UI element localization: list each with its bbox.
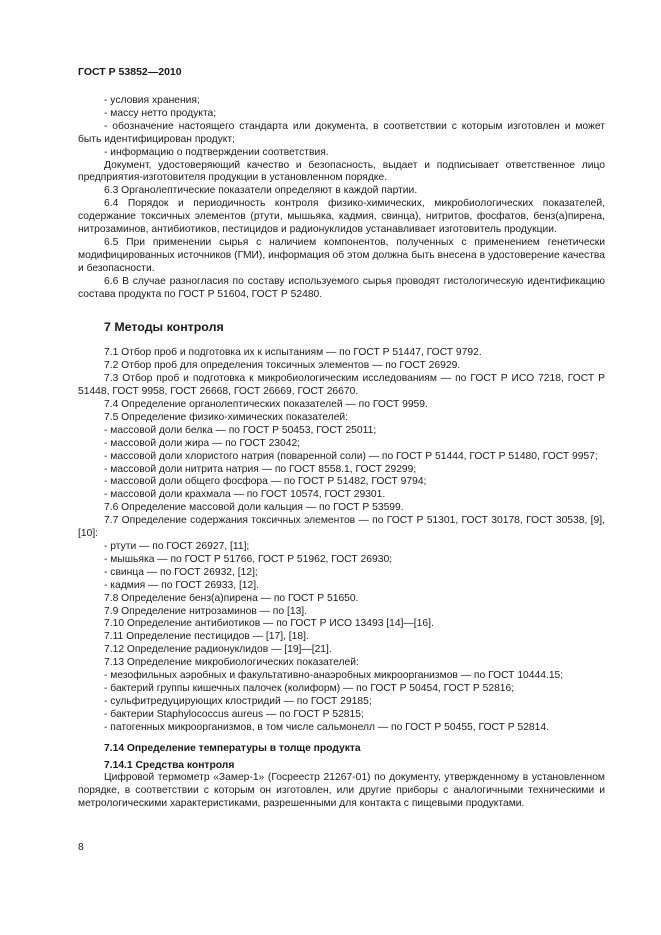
s7-line: - бактерий группы кишечных палочек (колиформ) — по ГОСТ Р 50454, ГОСТ Р 52816; [104,682,515,694]
s7-line: - массовой доли крахмала — по ГОСТ 10574, ГОСТ 29301. [104,489,386,501]
s7-line: - кадмия — по ГОСТ 26933, [12]. [104,579,259,591]
s7-line: 7.6 Определение массовой доли кальция — по ГОСТ Р 53599. [104,502,404,514]
page-content [78,95,605,811]
s7-line: 7.4 Определение органолептических показателей — по ГОСТ 9959. [104,399,428,411]
s7-line: 7.7 Определение содержания токсичных элементов — по ГОСТ Р 51301, ГОСТ 30178, ГОСТ 30538, [9], [10]: [78,515,605,540]
s7-line: - сульфитредуцирующих клостридий — по ГОСТ 29185; [104,695,372,707]
s6-line: 6.4 Порядок и периодичность контроля физико-химических, микробиологических показателей, содержание токсичных элементов (ртути, мышьяка, кадмия, свинца), нитритов, фосфатов, бенз(а)пирена, нитрозаминов, антибиотиков, пестицидов и радионуклидов устанавливает изготовитель продукции. [78,198,605,236]
s7-line: 7.11 Определение пестицидов — [17], [18]. [104,631,309,643]
page-number: 8 [78,842,84,853]
s7-line: 7.13 Определение микробиологических показателей: [104,657,359,669]
s7-line: - мышьяка — по ГОСТ Р 51766, ГОСТ Р 51962, ГОСТ 26930; [104,553,393,565]
subsection-title: 7.14 Определение температуры в толще продукта [104,742,361,754]
s7-line: - ртути — по ГОСТ 26927, [11]; [104,541,250,552]
s7-line: 7.8 Определение бенз(а)пирена — по ГОСТ Р 51650. [104,592,359,604]
s6-line: 6.3 Органолептические показатели определяют в каждой партии. [104,185,418,197]
s6-line: - обозначение настоящего стандарта или документа, в соответствии с которым изготовлен и может быть идентифицирован продукт; [78,120,605,145]
s7-line: 7.10 Определение антибиотиков — по ГОСТ Р ИСО 13493 [14]—[16]. [104,618,434,630]
s7-line: 7.1 Отбор проб и подготовка их к испытаниям — по ГОСТ Р 51447, ГОСТ 9792. [104,347,482,359]
s7-line: - массовой доли жира — по ГОСТ 23042; [104,437,301,449]
subsubsection-title: 7.14.1 Средства контроля [104,759,235,771]
s6-line: - массу нетто продукта; [104,107,217,119]
s7-line: - свинца — по ГОСТ 26932, [12]; [104,566,258,578]
s7-line: 7.5 Определение физико-химических показателей: [104,411,349,423]
s6-line: - условия хранения; [104,95,200,106]
s6-line: - информацию о подтверждении соответствия. [104,146,329,158]
s6-line: Документ, удостоверяющий качество и безопасность, выдает и подписывает ответственное лицо предприятия-изготовителя продукции в установленном порядке. [78,159,605,184]
paragraph: Цифровой термометр «Замер-1» (Госреестр 21267-01) по документу, утвержденному в установленном порядке, в соответствии с которым он изготовлен, или другие приборы с аналогичными техническими и метрологическими характеристиками, разрешенными для контакта с пищевыми продуктами. [78,772,605,810]
s7-line: - массовой доли нитрита натрия — по ГОСТ 8558.1, ГОСТ 29299; [104,463,417,475]
section-title: 7 Методы контроля [104,319,224,334]
s7-line: - мезофильных аэробных и факультативно-анаэробных микроорганизмов — по ГОСТ 10444.15; [104,670,564,682]
document-header: ГОСТ Р 53852—2010 [78,66,182,78]
s7-line: 7.9 Определение нитрозаминов — по [13]. [104,605,308,617]
s7-line: - массовой доли белка — по ГОСТ Р 50453, ГОСТ 25011; [104,424,377,436]
s7-line: 7.3 Отбор проб и подготовка к микробиологическим исследованиям — по ГОСТ Р ИСО 7218, ГОСТ Р 51448, ГОСТ 9958, ГОСТ 26668, ГОСТ 26669, ГОСТ 26670. [78,373,605,398]
s7-line: - массовой доли общего фосфора — по ГОСТ Р 51482, ГОСТ 9794; [104,476,427,488]
s7-line: - массовой доли хлористого натрия (поваренной соли) — по ГОСТ Р 51444, ГОСТ Р 51480, ГОСТ 9957; [104,450,598,462]
s7-line: 7.2 Отбор проб для определения токсичных элементов — по ГОСТ 26929. [104,360,461,372]
s6-line: 6.6 В случае разногласия по составу используемого сырья проводят гистологическую идентификацию состава продукта по ГОСТ Р 51604, ГОСТ Р 52480. [78,275,605,300]
s7-line: - бактерии Staphylococcus aureus — по ГОСТ Р 52815; [104,708,364,720]
s7-line: 7.12 Определение радионуклидов — [19]—[21]. [104,644,332,656]
s7-line: - патогенных микроорганизмов, в том числе сальмонелл — по ГОСТ Р 50455, ГОСТ Р 52814. [104,721,549,733]
s6-line: 6.5 При применении сырья с наличием компонентов, полученных с применением генетически модифицированных источников (ГМИ), информация об этом должна быть внесена в удостоверение качества и безопасности. [78,236,605,274]
